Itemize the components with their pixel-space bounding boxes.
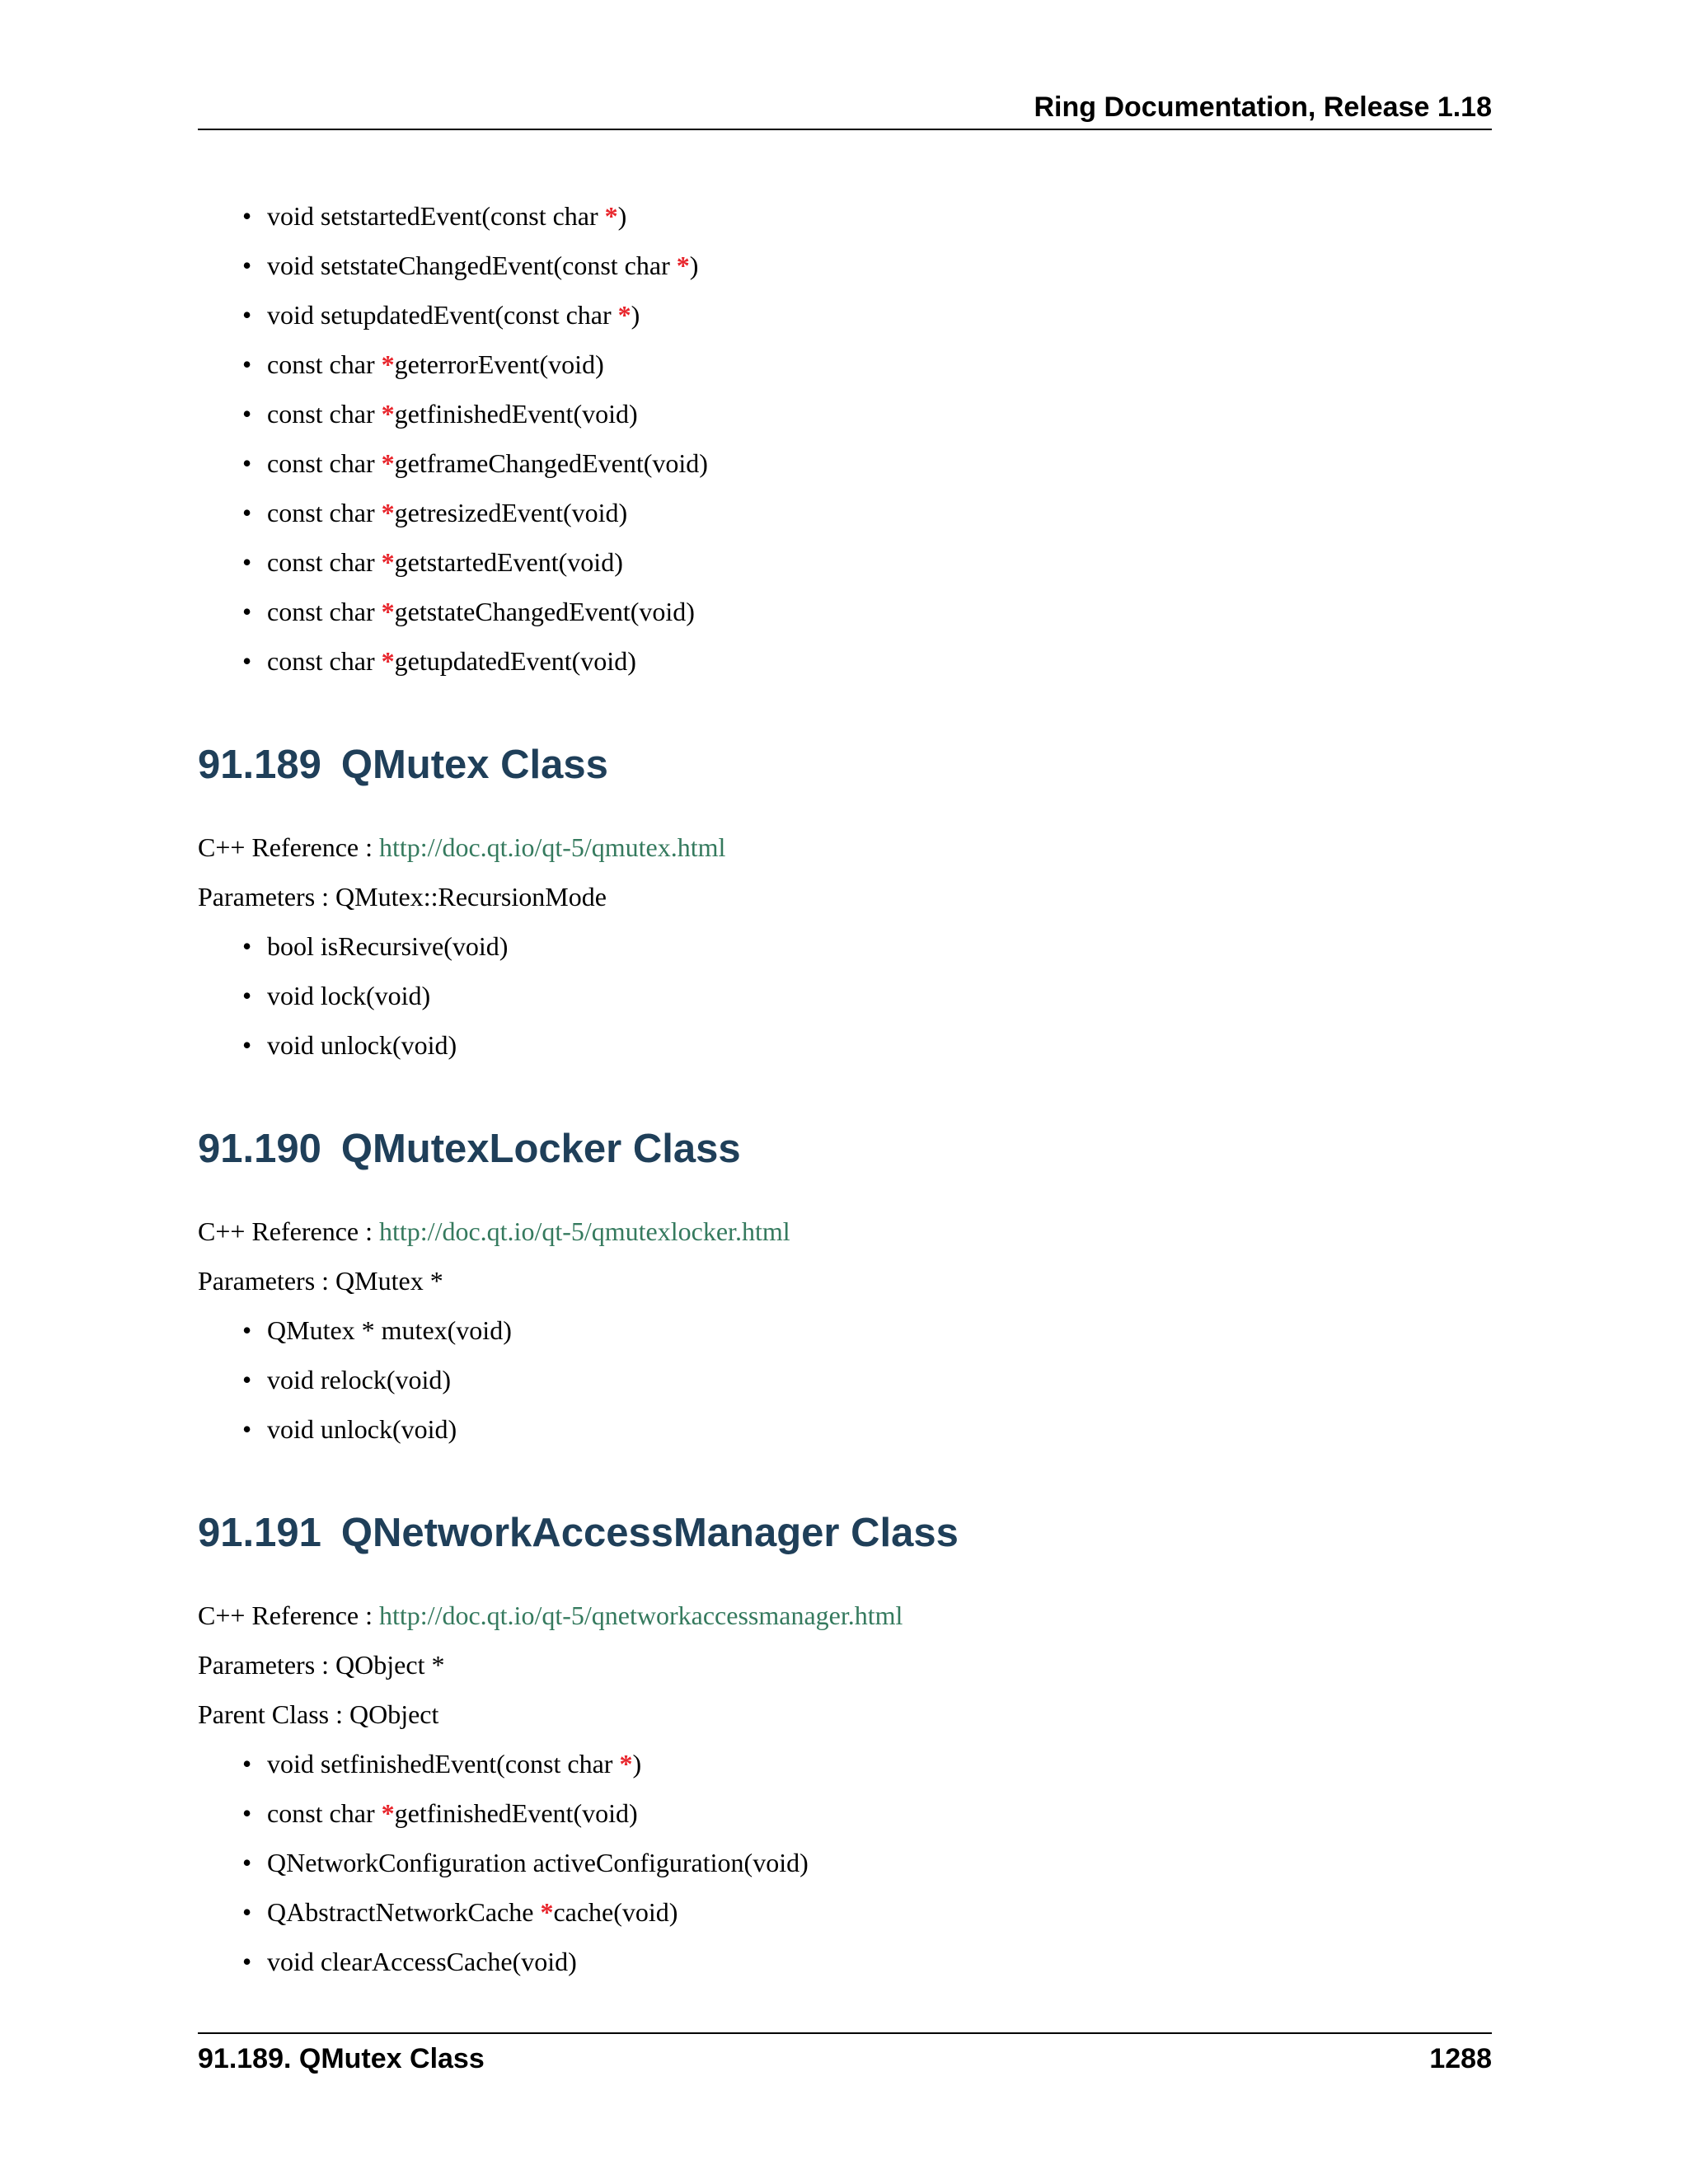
cpp-reference: C++ Reference : http://doc.qt.io/qt-5/qmutex.html [198, 832, 726, 862]
parameters: Parameters : QMutex * [198, 1266, 443, 1296]
list-item: • void setstateChangedEvent(const char *) [242, 251, 699, 280]
list-item: • void setupdatedEvent(const char *) [242, 300, 640, 330]
parameters: Parameters : QMutex::RecursionMode [198, 882, 607, 912]
list-item: • void setstartedEvent(const char *) [242, 201, 627, 231]
list-item: • void clearAccessCache(void) [242, 1947, 577, 1976]
list-item: • const char *getupdatedEvent(void) [242, 646, 636, 676]
list-item: • void unlock(void) [242, 1030, 457, 1060]
list-item: • void unlock(void) [242, 1414, 457, 1444]
page-footer [198, 2032, 1492, 2079]
reference-link[interactable]: http://doc.qt.io/qt-5/qmutexlocker.html [379, 1216, 790, 1246]
page-header [198, 89, 1492, 130]
section-heading-qmutex: 91.189 QMutex Class [198, 743, 608, 787]
list-item: • const char *geterrorEvent(void) [242, 349, 604, 379]
list-item: • QNetworkConfiguration activeConfiguration(void) [242, 1848, 809, 1877]
footer-section-ref: 91.189. QMutex Class [198, 2043, 485, 2074]
list-item: • void relock(void) [242, 1365, 452, 1394]
list-item: • bool isRecursive(void) [242, 931, 509, 961]
cpp-reference: C++ Reference : http://doc.qt.io/qt-5/qnetworkaccessmanager.html [198, 1601, 903, 1630]
list-item: • QMutex * mutex(void) [242, 1315, 512, 1345]
reference-link[interactable]: http://doc.qt.io/qt-5/qmutex.html [379, 832, 726, 862]
list-item: • void setfinishedEvent(const char *) [242, 1749, 642, 1779]
list-item: • void lock(void) [242, 981, 431, 1010]
parameters: Parameters : QObject * [198, 1650, 445, 1680]
list-item: • const char *getfinishedEvent(void) [242, 1798, 638, 1828]
section-heading-qnetworkaccessmanager: 91.191 QNetworkAccessManager Class [198, 1511, 959, 1555]
reference-link[interactable]: http://doc.qt.io/qt-5/qnetworkaccessmanager.html [379, 1601, 903, 1630]
section-heading-qmutexlocker: 91.190 QMutexLocker Class [198, 1127, 741, 1171]
list-item: • const char *getstartedEvent(void) [242, 547, 623, 577]
list-item: • QAbstractNetworkCache *cache(void) [242, 1897, 678, 1927]
parent-class: Parent Class : QObject [198, 1699, 439, 1729]
document-title: Ring Documentation, Release 1.18 [1034, 91, 1492, 123]
list-item: • const char *getfinishedEvent(void) [242, 399, 638, 429]
list-item: • const char *getresizedEvent(void) [242, 498, 628, 527]
page-number: 1288 [1429, 2043, 1492, 2074]
list-item: • const char *getframeChangedEvent(void) [242, 448, 708, 478]
list-item: • const char *getstateChangedEvent(void) [242, 597, 695, 626]
cpp-reference: C++ Reference : http://doc.qt.io/qt-5/qmutexlocker.html [198, 1216, 790, 1246]
